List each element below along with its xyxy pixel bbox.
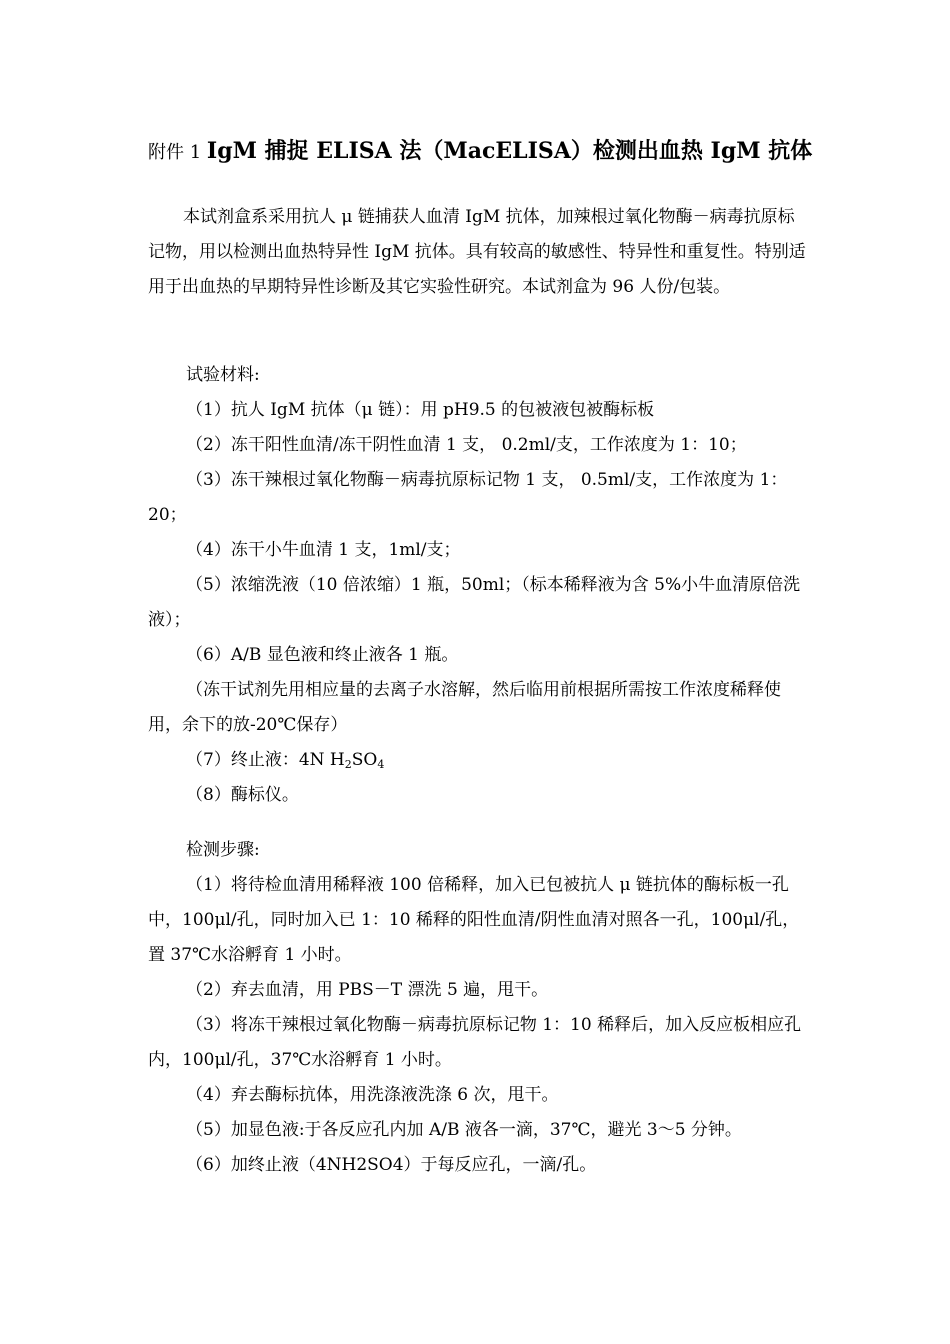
material-item-3: （3）冻干辣根过氧化物酶－病毒抗原标记物 1 支， 0.5ml/支，工作浓度为 1：20；	[148, 470, 788, 525]
step-item-3: （3）将冻干辣根过氧化物酶－病毒抗原标记物 1：10 稀释后，加入反应板相应孔内，100μl/孔，37℃水浴孵育 1 小时。	[148, 1015, 802, 1070]
material-item-7	[186, 743, 384, 782]
materials-heading: 试验材料:	[186, 365, 260, 385]
material-item-4: （4）冻干小牛血清 1 支，1ml/支；	[186, 540, 461, 560]
material-note: （冻干试剂先用相应量的去离子水溶解，然后临用前根据所需按工作浓度稀释使用，余下的放-20℃保存）	[148, 680, 781, 735]
material-item-5: （5）浓缩洗液（10 倍浓缩）1 瓶，50ml；（标本稀释液为含 5%小牛血清原倍洗液）；	[148, 575, 801, 630]
step-item-6: （6）加终止液（4NH2SO4）于每反应孔，一滴/孔。	[186, 1155, 597, 1175]
material-item-8: （8）酶标仪。	[186, 785, 299, 805]
steps-heading: 检测步骤:	[186, 840, 260, 860]
intro-paragraph: 本试剂盒系采用抗人 μ 链捕获人血清 IgM 抗体，加辣根过氧化物酶－病毒抗原标记物，用以检测出血热特异性 IgM 抗体。具有较高的敏感性、特异性和重复性。特别适用于出血热的早期特异性诊断及其它实验性研究。本试剂盒为 96 人份/包装。	[148, 207, 806, 297]
subscript-2: 2	[344, 758, 352, 771]
material-item-2: （2）冻干阳性血清/冻干阴性血清 1 支， 0.2ml/支，工作浓度为 1：10；	[186, 435, 747, 455]
title-prefix: 附件 1	[148, 142, 207, 163]
material-item-6: （6）A/B 显色液和终止液各 1 瓶。	[186, 645, 459, 665]
document-title	[148, 136, 812, 168]
step-item-1: （1）将待检血清用稀释液 100 倍稀释，加入已包被抗人 μ 链抗体的酶标板一孔中，100μl/孔，同时加入已 1：10 稀释的阳性血清/阴性血清对照各一孔，100μl/孔，置 37℃水浴孵育 1 小时。	[148, 875, 800, 965]
step-item-4: （4）弃去酶标抗体，用洗涤液洗涤 6 次，甩干。	[186, 1085, 559, 1105]
material-item-7-text: （7）终止液：4N H	[186, 750, 345, 770]
material-item-1: （1）抗人 IgM 抗体（μ 链）：用 pH9.5 的包被液包被酶标板	[186, 400, 655, 420]
step-item-5: （5）加显色液:于各反应孔内加 A/B 液各一滴，37℃，避光 3～5 分钟。	[186, 1120, 742, 1140]
step-item-2: （2）弃去血清，用 PBS－T 漂洗 5 遍，甩干。	[186, 980, 549, 1000]
material-item-7-mid: SO	[351, 750, 378, 770]
title-main: IgM 捕捉 ELISA 法（MacELISA）检测出血热 IgM 抗体	[206, 138, 813, 164]
subscript-4: 4	[377, 758, 385, 771]
